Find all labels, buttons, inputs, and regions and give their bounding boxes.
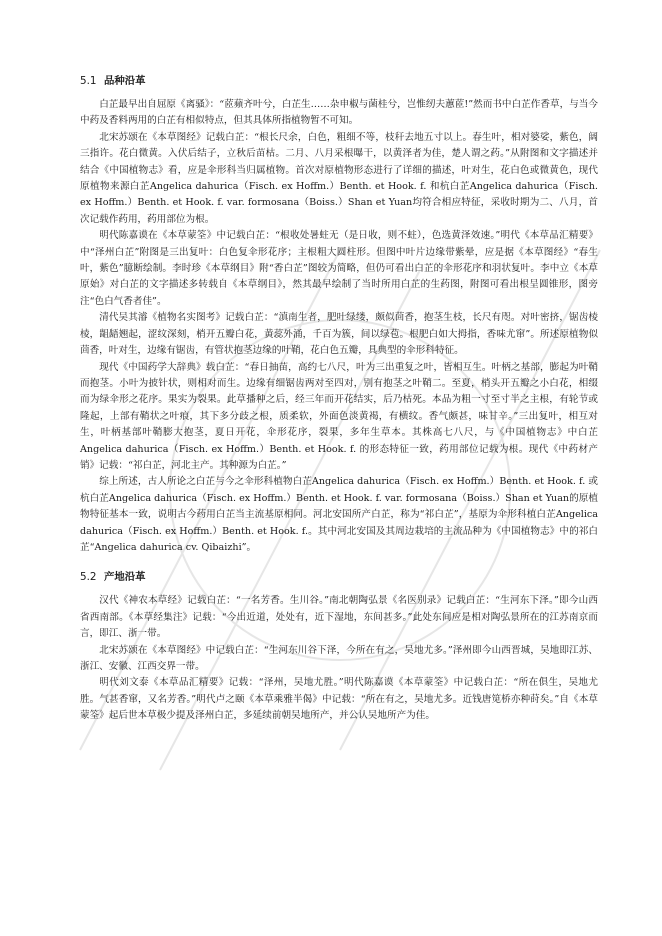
paragraph: 汉代《神农本草经》记载白芷：“一名芳香。生川谷。”南北朝陶弘景《名医别录》记载白芷：“生河东下泽。”即今山西省西南部。《本草经集注》记载：“今出近道，处处有，近下湿地，东间甚多。”此处东间应是相对陶弘景所在的江苏南京而言，即江、浙一带。 [80,595,598,640]
document-body [80,74,598,725]
paragraph: 综上所述，古人所论之白芷与今之伞形科植物白芷Angelica dahurica（Fisch. ex Hoffm.）Benth. et Hook. f. 或杭白芷Angelica dahurica（Fisch. ex Hoffm.）Benth. et Hook. f. var. formosana（Boiss.）Shan et Yuan的原植物特征基本一致，说明古今药用白芷当主流基原相同。河北安国所产白芷，称为“祁白芷”，基原为伞形科植白芷Angelica dahurica（Fisch. ex Hoffm.）Benth. et Hook. f.。其中河北安国及其周边栽培的主流品种为《中国植物志》中的祁白芷“Angelica dahurica cv. Qibaizhi”。 [80,476,598,553]
paragraph: 明代陈嘉谟在《本草蒙筌》中记载白芷：“根收处暑蛀无（是日收，则不蛀），色选黄泽效速。”明代《本草品汇精要》中“泽州白芷”附图是三出复叶：白色复伞形花序；主根粗大圆柱形。但图中叶片边缘带紫晕，应是据《本草图经》“春生叶，紫色”臆断绘制。李时珍《本草纲目》附“香白芷”图较为简略，但仍可看出白芷的伞形花序和羽状复叶。李中立《本草原始》对白芷的文字描述多转载自《本草纲目》，然其最早绘制了当时所用白芷的生药图，附图可看出根呈圆锥形，图旁注“色白气香者佳”。 [80,230,598,307]
paragraph: 北宋苏颂在《本草图经》中记载白芷：“生河东川谷下泽，今所在有之，吴地尤多。”泽州即今山西晋城，吴地即江苏、浙江、安徽、江西交界一带。 [80,644,598,672]
section-title: 品种沿革 [104,75,146,87]
paragraph: 北宋苏颂在《本草图经》记载白芷：“根长尺余，白色，粗细不等，枝秆去地五寸以上。春生叶，相对婆娑，紫色，阔三指许。花白微黄。入伏后结子，立秋后苗枯。二月、八月采根曝干，以黄泽者为佳，楚人谓之药。”从附图和文字描述并结合《中国植物志》看，应是伞形科当归属植物。首次对原植物形态进行了详细的描述，叶对生，花白色或微黄色，现代原植物来源白芷Angelica dahurica（Fisch. ex Hoffm.）Benth. et Hook. f. 和杭白芷Angelica dahurica（Fisch. ex Hoffm.）Benth. et Hook. f. var. formosana（Boiss.）Shan et Yuan均符合相应特征，采收时期为二、八月，首次记载作药用，药用部位为根。 [80,131,598,225]
section-heading-variety [80,74,598,88]
section-number: 5.2 [80,571,97,584]
paragraph: 明代刘文泰《本草品汇精要》记载：“泽州，吴地尤胜。”明代陈嘉谟《本草蒙筌》中记载白芷：“所在俱生，吴地尤胜。气甚香窜，又名芳香。”明代卢之颐《本草乘雅半偈》中记载：“所在有之，吴地尤多。近钱唐笕桥亦种莳矣。”自《本草蒙筌》起后世本草极少提及泽州白芷，多延续前朝吴地所产，并公认吴地所产为佳。 [80,677,598,722]
paragraph: 白芷最早出自屈原《离骚》：“茝蘋齐叶兮，白芷生……杂申椒与菌桂兮，岂惟纫夫蕙茝!”然而书中白芷作香草，与当今中药及香料两用的白芷有相似特点，但其具体所指植物暂不可知。 [80,99,598,127]
section-title: 产地沿革 [104,571,146,584]
section-number: 5.1 [80,75,97,87]
paragraph: 现代《中国药学大辞典》载白芷：“春日抽苗，高约七八尺，叶为三出重复之叶，皆相互生。叶柄之基部，膨起为叶鞘而抱茎。小叶为披针状，则相对而生。边缘有细锯齿两对至四对，别有抱茎之叶鞘二。至夏，梢头开五瓣之小白花，相缀而为绿伞形之花序。果实为裂果。此草播种之后，经三年而开花结实，后乃枯死。本品为粗一寸至寸半之主根，有轮节或隆起，上部有鞘状之叶痕，其下多分歧之根，质柔软，外面色淡黄褐，有横纹。香气颇甚，味甘辛。”三出复叶，相互对生，叶柄基部叶鞘膨大抱茎，夏日开花，伞形花序，裂果，多年生草本。其株高七八尺，与《中国植物志》中白芷Angelica dahurica（Fisch. ex Hoffm.）Benth. et Hook. f. 的形态特征一致，药用部位记载为根。现代《中药材产销》记载：“祁白芷，河北主产。其种源为白芷。” [80,361,598,471]
section-heading-origin [80,570,598,584]
paragraph: 清代吴其濬《植物名实图考》记载白芷：“滇南生者，肥叶绿缕，颇似茴香，抱茎生枝，长尺有咫。对叶密挤，锯齿棱棱，龃龉翘起，涩纹深刻，梢开五瓣白花，黄蕊外涌，千百为簇，间以绿苞。根肥白如大拇指，香味尤窜”。所述原植物似茴香，叶对生，边缘有锯齿，有管状抱茎边缘的叶鞘，花白色五瓣，具典型的伞形科特征。 [80,312,598,357]
